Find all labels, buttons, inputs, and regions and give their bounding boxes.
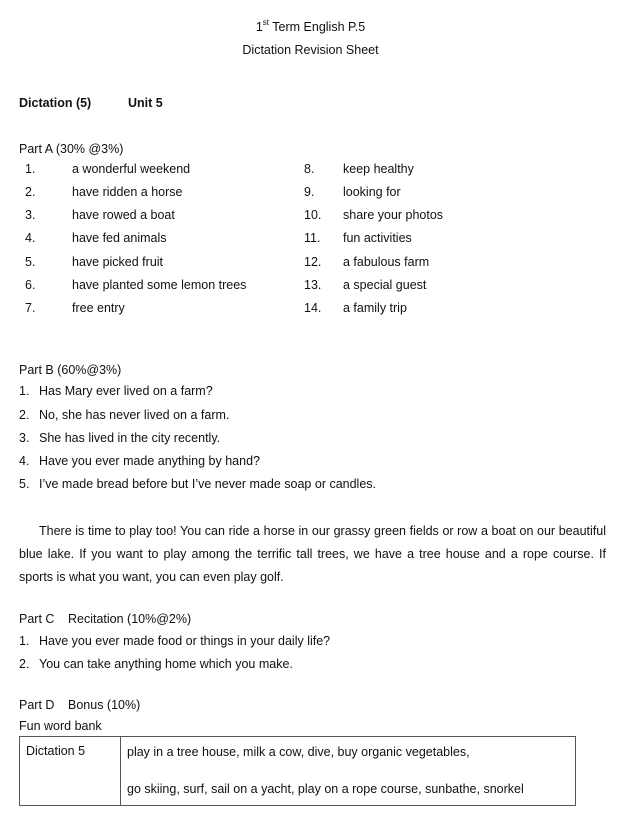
part-c-title: Recitation (10%@2%) [68,612,192,626]
list-item: have fed animals [72,231,167,245]
list-item-number: 5. [19,477,30,491]
list-item-number: 14. [304,301,322,315]
list-item: free entry [72,301,125,315]
word-bank-title: Fun word bank [19,719,102,733]
list-item-number: 3. [25,208,36,222]
title-grade-number: 1 [255,20,263,34]
list-item-number: 10. [304,208,322,222]
list-item-number: 1. [25,162,36,176]
list-item-number: 9. [304,185,315,199]
list-item: I’ve made bread before but I’ve never made soap or candles. [39,477,377,491]
list-item: Have you ever made anything by hand? [39,454,260,468]
part-c-label: Part C [19,612,55,626]
dictation-heading: Dictation (5) [19,96,92,110]
list-item-number: 4. [19,454,30,468]
list-item-number: 5. [25,255,36,269]
list-item: Have you ever made food or things in your daily life? [39,634,331,648]
list-item: fun activities [343,231,412,245]
list-item: a special guest [343,278,427,292]
list-item: She has lived in the city recently. [39,431,221,445]
list-item-number: 13. [304,278,322,292]
part-b-paragraph: There is time to play too! You can ride a horse in our grassy green fields or row a boat on our beautiful blue lake. If you want to play among the terrific tall trees, we have a tree house and a rope course. If sports is what you want, you can even play golf. [19,524,606,584]
list-item-number: 8. [304,162,315,176]
list-item: have ridden a horse [72,185,183,199]
part-a-heading: Part A (30% @3%) [19,142,124,156]
part-b-heading: Part B (60%@3%) [19,363,122,377]
list-item: a fabulous farm [343,255,430,269]
word-bank-words-cell [121,737,576,806]
page-subtitle: Dictation Revision Sheet [242,43,379,57]
word-bank-table [19,736,576,806]
list-item-number: 7. [25,301,36,315]
list-item-number: 2. [25,185,36,199]
list-item: have rowed a boat [72,208,175,222]
list-item-number: 3. [19,431,30,445]
list-item-number: 11. [304,231,321,245]
unit-heading: Unit 5 [128,96,163,110]
list-item: have picked fruit [72,255,164,269]
part-d-title: Bonus (10%) [68,698,141,712]
list-item: Has Mary ever lived on a farm? [39,384,213,398]
title-grade-sup: st [262,18,270,27]
list-item: looking for [343,185,401,199]
page-title [0,20,621,34]
list-item: share your photos [343,208,444,222]
list-item-number: 1. [19,384,30,398]
title-rest: Term English P.5 [269,20,366,34]
list-item: You can take anything home which you make. [39,657,293,671]
list-item: a wonderful weekend [72,162,191,176]
list-item-number: 4. [25,231,36,245]
list-item: have planted some lemon trees [72,278,247,292]
list-item-number: 6. [25,278,36,292]
list-item: keep healthy [343,162,414,176]
table-row [20,737,576,806]
word-bank-label: Dictation 5 [26,744,86,758]
list-item-number: 12. [304,255,322,269]
list-item-number: 2. [19,657,30,671]
word-bank-label-cell [20,737,121,806]
list-item: a family trip [343,301,407,315]
word-bank-line: play in a tree house, milk a cow, dive, buy organic vegetables, [127,745,470,759]
list-item: No, she has never lived on a farm. [39,408,230,422]
word-bank-line: go skiing, surf, sail on a yacht, play on a rope course, sunbathe, snorkel [127,782,524,796]
list-item-number: 2. [19,408,30,422]
list-item-number: 1. [19,634,30,648]
part-d-label: Part D [19,698,55,712]
